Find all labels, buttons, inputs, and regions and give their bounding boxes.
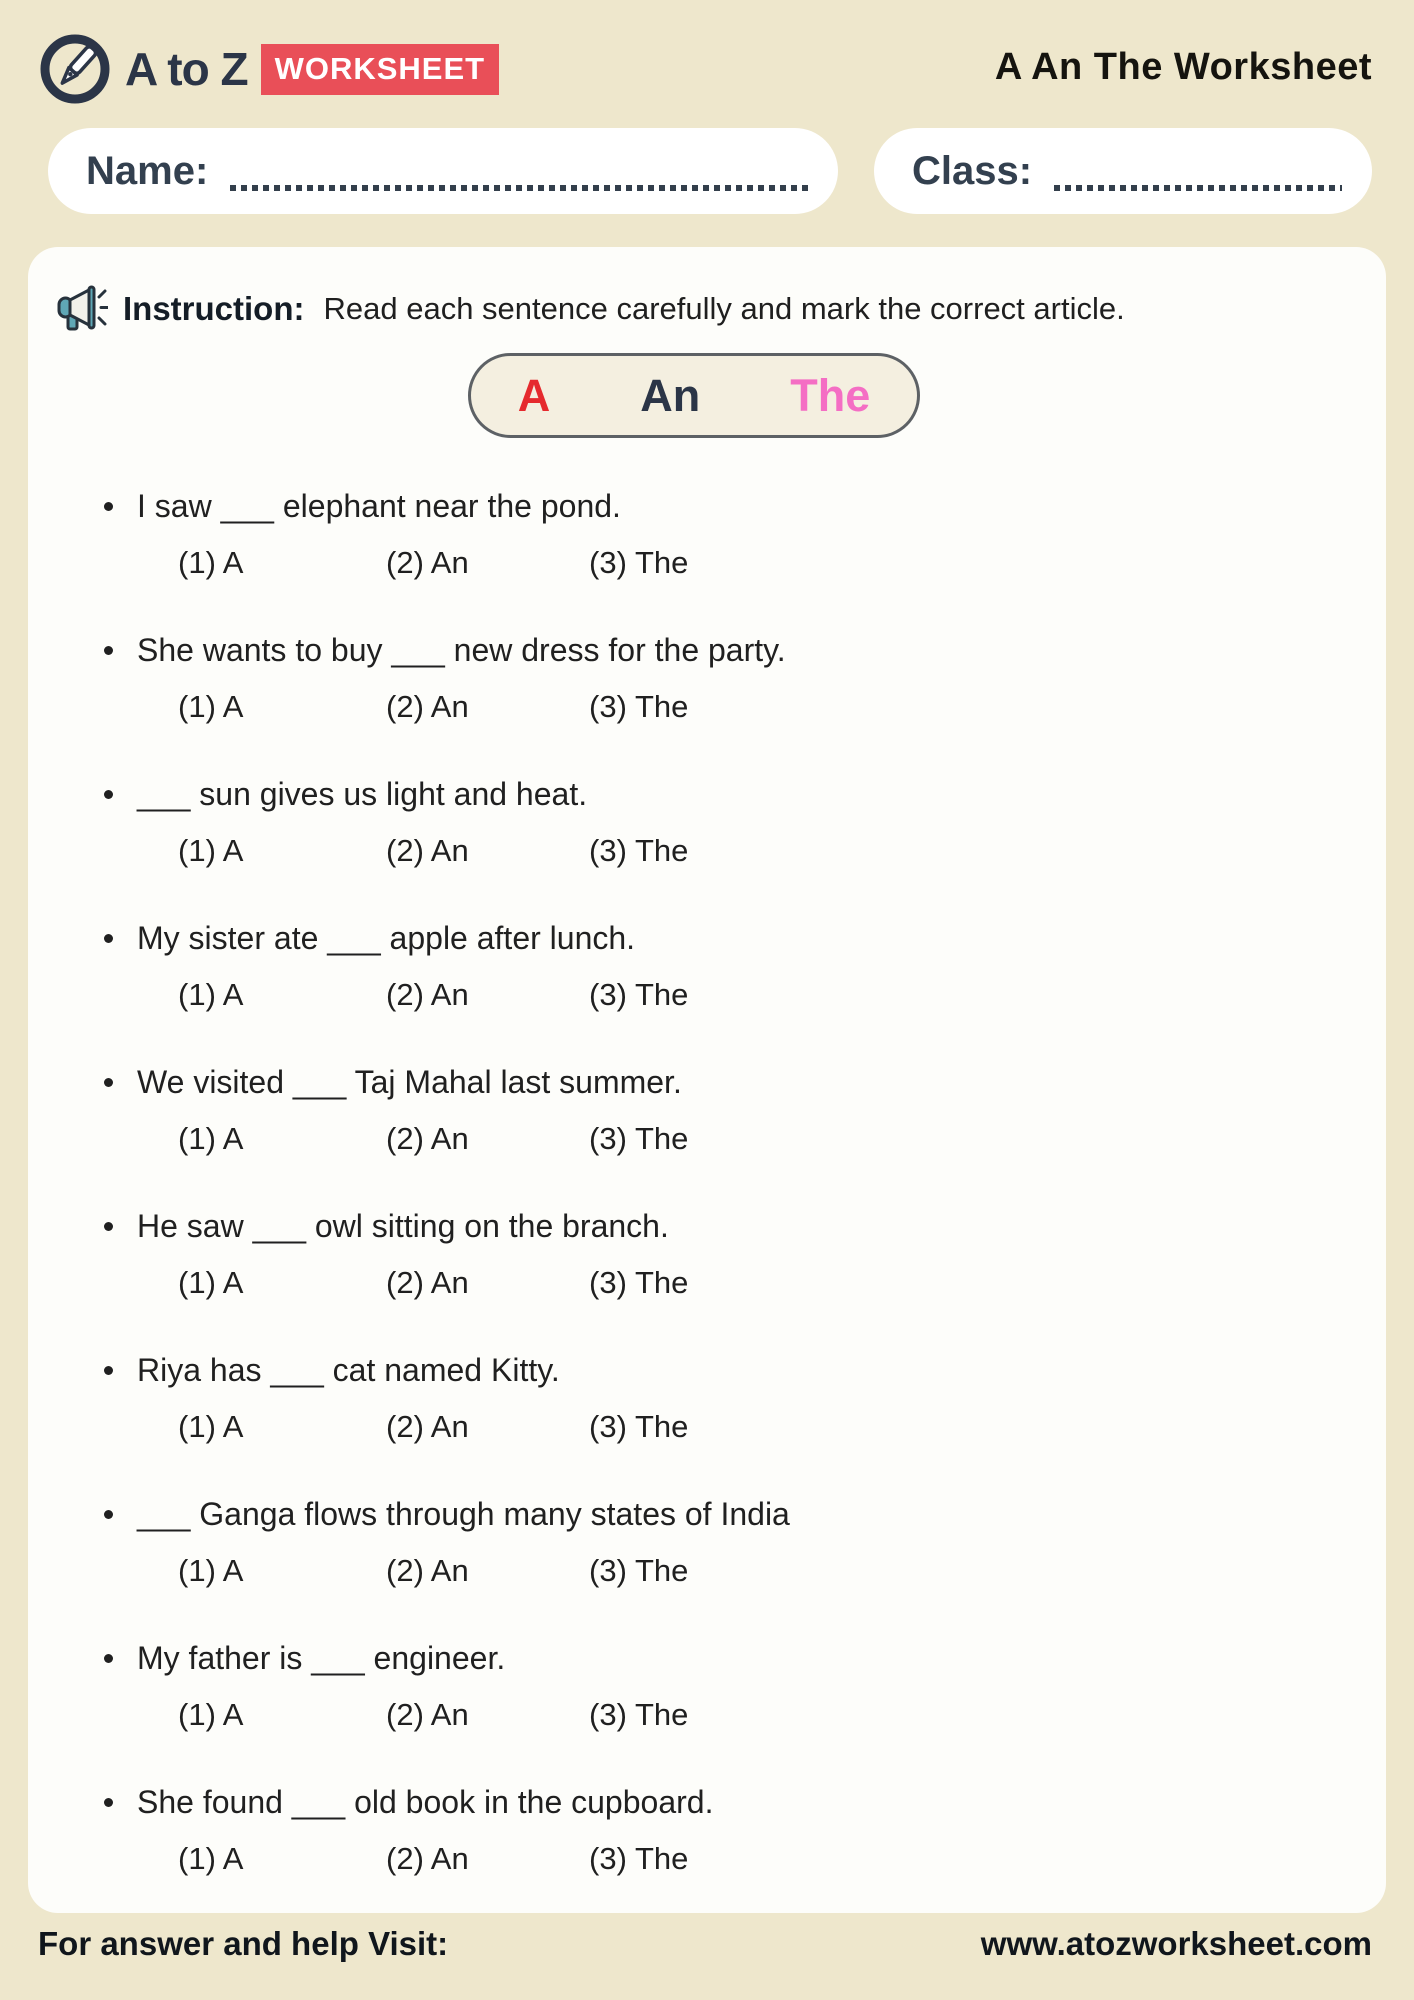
option-3: (3) The (589, 1841, 689, 1876)
question-4 (104, 916, 1350, 1060)
question-1 (104, 484, 1350, 628)
question-text: My father is ___ engineer. (137, 1640, 506, 1676)
option-1: (1) A (178, 977, 244, 1012)
brand-logo (38, 32, 499, 106)
option-1: (1) A (178, 1265, 244, 1300)
option-2: (2) An (386, 1409, 469, 1444)
option-2: (2) An (386, 833, 469, 868)
class-field (874, 128, 1372, 214)
question-6 (104, 1204, 1350, 1348)
option-2: (2) An (386, 1121, 469, 1156)
option-3: (3) The (589, 1265, 689, 1300)
option-2: (2) An (386, 1697, 469, 1732)
question-text: I saw ___ elephant near the pond. (137, 488, 621, 524)
question-text: He saw ___ owl sitting on the branch. (137, 1208, 669, 1244)
question-text: My sister ate ___ apple after lunch. (137, 920, 636, 956)
instruction-text: Read each sentence carefully and mark the correct article. (323, 291, 1125, 326)
option-3: (3) The (589, 1553, 689, 1588)
option-3: (3) The (589, 545, 689, 580)
question-text: We visited ___ Taj Mahal last summer. (137, 1064, 682, 1100)
bullet-icon (104, 1366, 113, 1375)
brand-badge: WORKSHEET (261, 44, 500, 95)
name-dotted-line (230, 185, 808, 191)
brand-name: A to Z (125, 43, 248, 95)
option-1: (1) A (178, 1409, 244, 1444)
option-2: (2) An (386, 977, 469, 1012)
option-1: (1) A (178, 1553, 244, 1588)
instruction-row (56, 285, 1125, 333)
option-2: (2) An (386, 1841, 469, 1876)
bullet-icon (104, 502, 113, 511)
article-the: The (790, 369, 871, 421)
option-1: (1) A (178, 1697, 244, 1732)
worksheet-card (28, 247, 1386, 1913)
bullet-icon (104, 1222, 113, 1231)
question-7 (104, 1348, 1350, 1492)
option-2: (2) An (386, 545, 469, 580)
question-8 (104, 1492, 1350, 1636)
option-3: (3) The (589, 1697, 689, 1732)
option-1: (1) A (178, 545, 244, 580)
option-3: (3) The (589, 689, 689, 724)
bullet-icon (104, 646, 113, 655)
option-1: (1) A (178, 1121, 244, 1156)
question-9 (104, 1636, 1350, 1780)
option-3: (3) The (589, 833, 689, 868)
bullet-icon (104, 1078, 113, 1087)
footer-help-text: For answer and help Visit: (38, 1925, 449, 1962)
option-1: (1) A (178, 833, 244, 868)
question-text: She found ___ old book in the cupboard. (137, 1784, 714, 1820)
bullet-icon (104, 1798, 113, 1807)
name-field (48, 128, 838, 214)
option-2: (2) An (386, 1265, 469, 1300)
bullet-icon (104, 790, 113, 799)
option-2: (2) An (386, 1553, 469, 1588)
question-text: ___ Ganga flows through many states of India (137, 1496, 790, 1532)
option-3: (3) The (589, 1409, 689, 1444)
pen-circle-logo-icon (38, 32, 112, 106)
instruction-label: Instruction: (123, 290, 305, 327)
option-2: (2) An (386, 689, 469, 724)
option-3: (3) The (589, 977, 689, 1012)
megaphone-icon (56, 285, 108, 333)
question-2 (104, 628, 1350, 772)
class-label: Class: (912, 148, 1033, 193)
page-title: A An The Worksheet (994, 46, 1372, 88)
question-5 (104, 1060, 1350, 1204)
article-a: A (517, 369, 551, 421)
question-text: She wants to buy ___ new dress for the party. (137, 632, 786, 668)
name-label: Name: (86, 148, 209, 193)
class-dotted-line (1054, 185, 1342, 191)
option-3: (3) The (589, 1121, 689, 1156)
bullet-icon (104, 934, 113, 943)
article-an: An (640, 369, 701, 421)
footer-website-url: www.atozworksheet.com (980, 1925, 1372, 1962)
article-choices-pill (468, 353, 920, 438)
question-text: Riya has ___ cat named Kitty. (137, 1352, 560, 1388)
question-10 (104, 1780, 1350, 1924)
question-3 (104, 772, 1350, 916)
option-1: (1) A (178, 689, 244, 724)
question-list (104, 484, 1350, 1924)
bullet-icon (104, 1510, 113, 1519)
bullet-icon (104, 1654, 113, 1663)
option-1: (1) A (178, 1841, 244, 1876)
question-text: ___ sun gives us light and heat. (137, 776, 588, 812)
